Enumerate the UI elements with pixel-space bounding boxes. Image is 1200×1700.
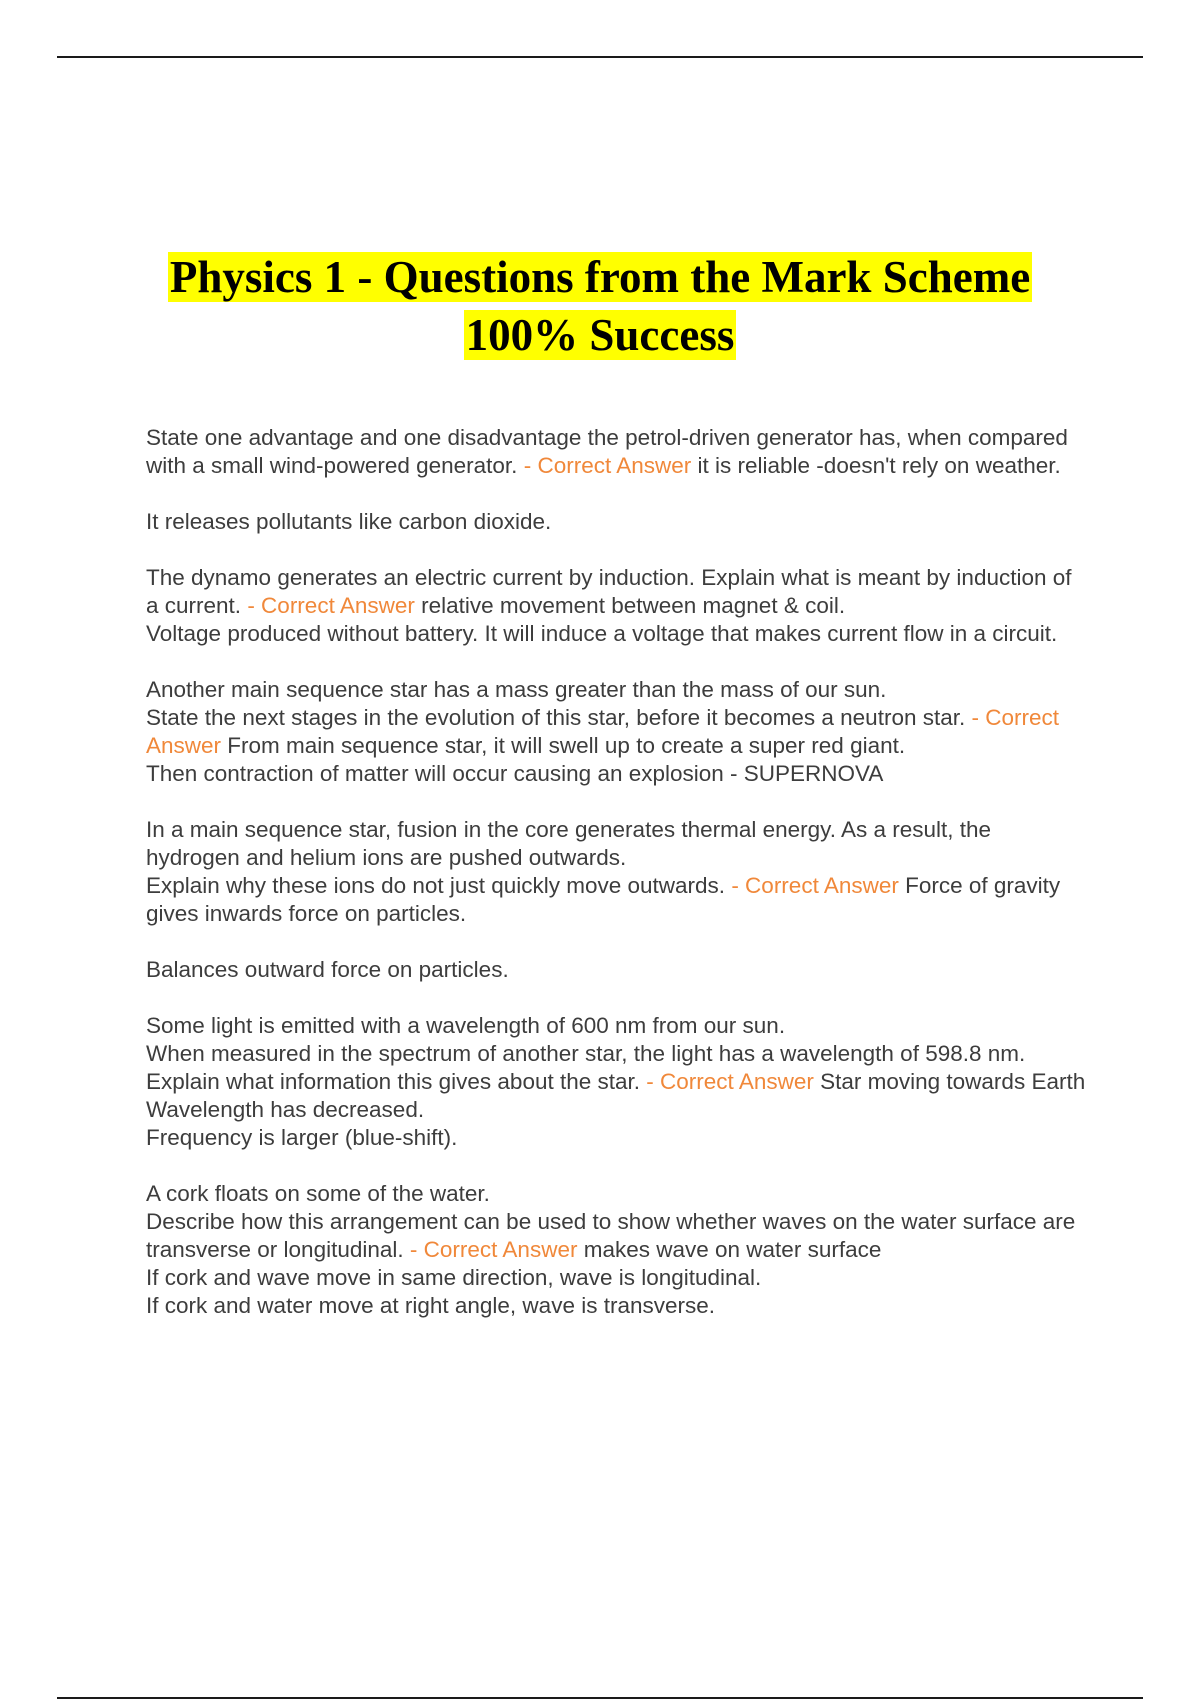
note-paragraph <box>146 956 1086 984</box>
question-text: A cork floats on some of the water. <box>146 1181 490 1206</box>
answer-text: it is reliable -doesn't rely on weather. <box>697 453 1061 478</box>
correct-answer-label: - Correct Answer <box>146 705 1060 758</box>
answer-text: Wavelength has decreased. <box>146 1097 425 1122</box>
qa-item <box>146 1012 1086 1152</box>
qa-item <box>146 816 1086 928</box>
correct-answer-label: - Correct Answer <box>523 453 692 478</box>
answer-text: If cork and water move at right angle, wave is transverse. <box>146 1293 716 1318</box>
answer-text: Voltage produced without battery. It will induce a voltage that makes current flow in a circuit. <box>146 621 1058 646</box>
qa-list <box>146 424 1086 1348</box>
qa-item <box>146 564 1086 648</box>
answer-text: Then contraction of matter will occur causing an explosion - SUPERNOVA <box>146 761 884 786</box>
correct-answer-label: - Correct Answer <box>731 873 899 898</box>
question-text: When measured in the spectrum of another star, the light has a wavelength of 598.8 nm. <box>146 1041 1026 1066</box>
question-text: Another main sequence star has a mass greater than the mass of our sun. <box>146 677 887 702</box>
header-rule <box>57 56 1143 58</box>
question-text: State the next stages in the evolution of this star, before it becomes a neutron star. <box>146 705 966 730</box>
title-line-1: Physics 1 - Questions from the Mark Scheme <box>169 252 1031 302</box>
question-text: Explain why these ions do not just quickly move outwards. <box>146 873 726 898</box>
qa-item <box>146 676 1086 788</box>
correct-answer-label: - Correct Answer <box>646 1069 814 1094</box>
title-line-2: 100% Success <box>465 310 735 360</box>
note-text: Balances outward force on particles. <box>146 957 509 982</box>
question-text: Describe how this arrangement can be used to show whether waves on the water surface are transverse or longitudinal. <box>146 1209 1076 1262</box>
question-text: State one advantage and one disadvantage the petrol-driven generator has, when compared with a small wind-powered generator. <box>146 425 1068 478</box>
qa-item <box>146 1180 1086 1320</box>
document-title <box>0 248 1200 364</box>
answer-text: From main sequence star, it will swell up to create a super red giant. <box>227 733 906 758</box>
footer-rule <box>57 1697 1143 1699</box>
question-text: Some light is emitted with a wavelength of 600 nm from our sun. <box>146 1013 786 1038</box>
correct-answer-label: - Correct Answer <box>247 593 415 618</box>
answer-text: Frequency is larger (blue-shift). <box>146 1125 458 1150</box>
answer-text: If cork and wave move in same direction, wave is longitudinal. <box>146 1265 762 1290</box>
question-text: Explain what information this gives about the star. <box>146 1069 641 1094</box>
qa-item <box>146 424 1086 480</box>
answer-text: relative movement between magnet & coil. <box>421 593 846 618</box>
correct-answer-label: - Correct Answer <box>409 1237 578 1262</box>
note-paragraph <box>146 508 1086 536</box>
answer-text: makes wave on water surface <box>583 1237 882 1262</box>
answer-text: Force of gravity gives inwards force on particles. <box>146 873 1061 926</box>
answer-text: Star moving towards Earth <box>820 1069 1086 1094</box>
question-text: The dynamo generates an electric current by induction. Explain what is meant by induction of a current. <box>146 565 1072 618</box>
question-text: In a main sequence star, fusion in the core generates thermal energy. As a result, the hydrogen and helium ions are pushed outwards. <box>146 817 992 870</box>
note-text: It releases pollutants like carbon dioxide. <box>146 509 552 534</box>
